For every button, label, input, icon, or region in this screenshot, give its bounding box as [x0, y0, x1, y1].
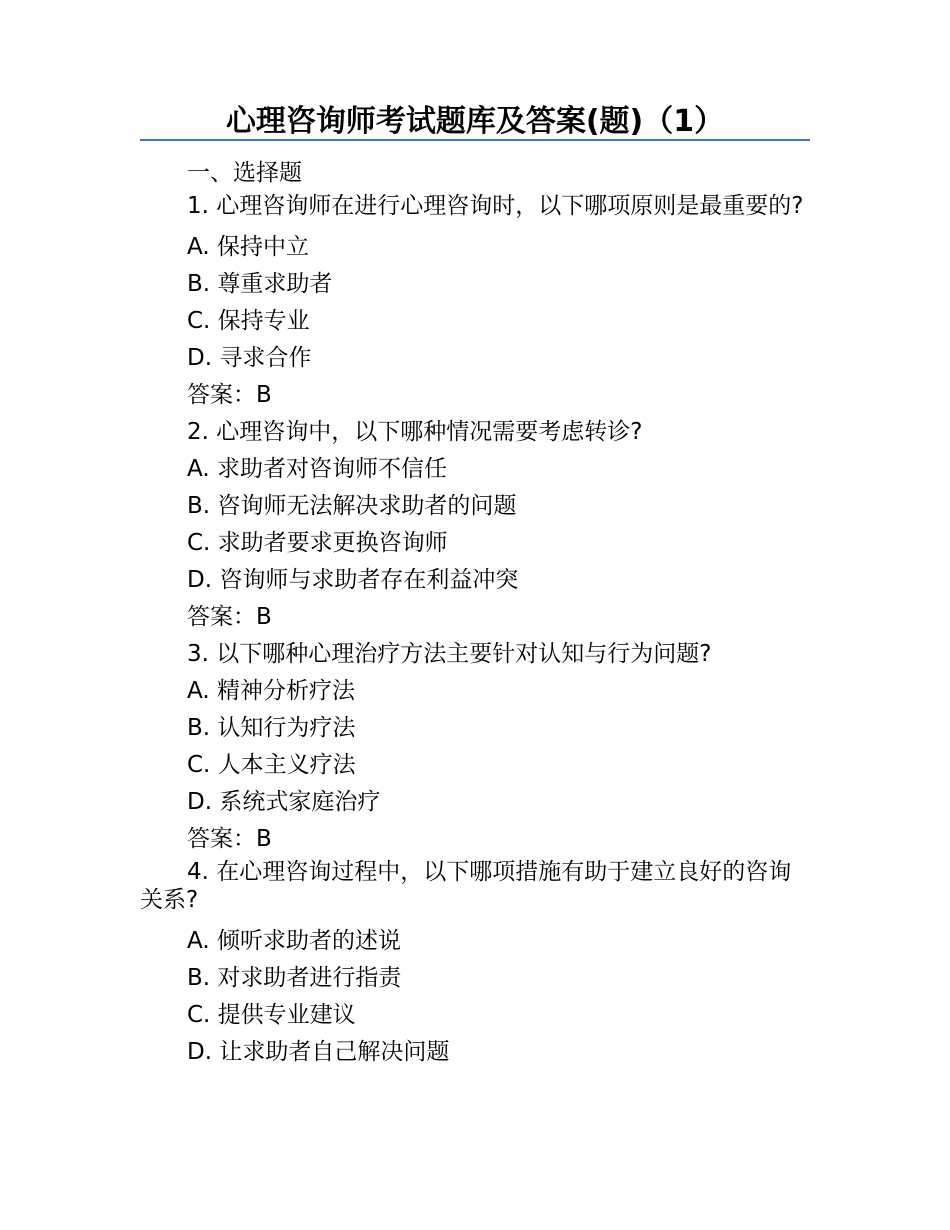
page-title: 心理咨询师考试题库及答案(题)（1）	[225, 104, 725, 139]
section-heading: 一、选择题	[187, 160, 302, 186]
question-answer: 答案：B	[187, 604, 272, 630]
question-option: A. 倾听求助者的述说	[187, 928, 401, 954]
question-option: C. 人本主义疗法	[187, 752, 356, 778]
question-answer: 答案：B	[187, 382, 272, 408]
document-body	[140, 155, 810, 1071]
question-option: B. 咨询师无法解决求助者的问题	[187, 493, 517, 519]
question-option: A. 保持中立	[187, 234, 309, 260]
question-option: B. 尊重求助者	[187, 271, 333, 297]
question-option: C. 保持专业	[187, 308, 310, 334]
question-option: C. 提供专业建议	[187, 1002, 356, 1028]
question-option: A. 求助者对咨询师不信任	[187, 456, 447, 482]
question-answer: 答案：B	[187, 826, 272, 852]
question-option: A. 精神分析疗法	[187, 678, 355, 704]
question-option: D. 咨询师与求助者存在利益冲突	[187, 567, 519, 593]
question-stem: 4. 在心理咨询过程中，以下哪项措施有助于建立良好的咨询关系?	[140, 859, 792, 913]
title-underline	[140, 139, 810, 141]
question-option: D. 寻求合作	[187, 345, 312, 371]
question-stem: 2. 心理咨询中，以下哪种情况需要考虑转诊?	[187, 419, 643, 445]
question-option: D. 系统式家庭治疗	[187, 789, 381, 815]
question-option: C. 求助者要求更换咨询师	[187, 530, 448, 556]
question-option: B. 认知行为疗法	[187, 715, 356, 741]
question-stem: 3. 以下哪种心理治疗方法主要针对认知与行为问题?	[187, 641, 712, 667]
question-option: D. 让求助者自己解决问题	[187, 1039, 450, 1065]
question-stem: 1. 心理咨询师在进行心理咨询时，以下哪项原则是最重要的?	[187, 193, 804, 219]
question-option: B. 对求助者进行指责	[187, 965, 402, 991]
